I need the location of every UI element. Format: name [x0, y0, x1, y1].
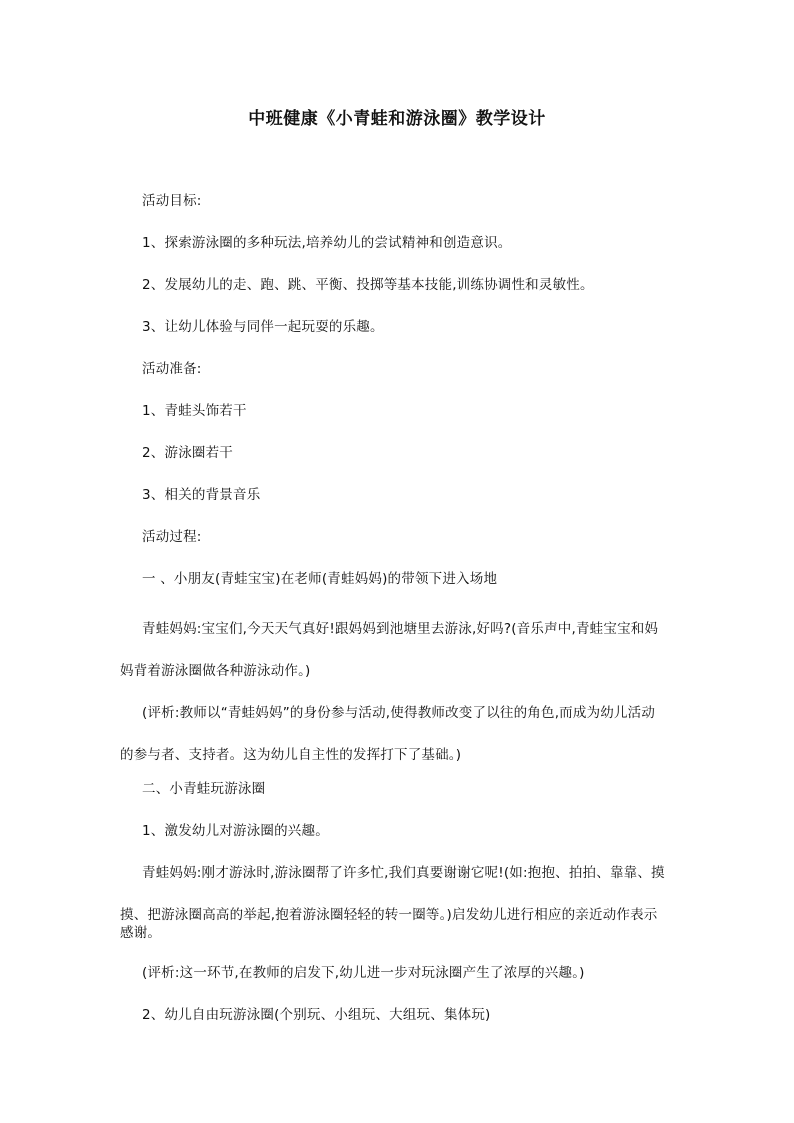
document-title: 中班健康《小青蛙和游泳圈》教学设计: [248, 109, 546, 129]
paragraph-frog-mother-1: [120, 608, 658, 692]
section-heading-process: 活动过程:: [142, 529, 202, 545]
paragraph-line: 摸、把游泳圈高高的举起,抱着游泳圈轻轻的转一圈等。)启发幼儿进行相应的亲近动作表示: [120, 907, 658, 923]
paragraph-goal-1: 1、探索游泳圈的多种玩法,培养幼儿的尝试精神和创造意识。: [142, 235, 512, 251]
paragraph-commentary-1: [120, 692, 655, 776]
section-heading-preparation: 活动准备:: [142, 361, 202, 377]
paragraph-prep-1: 1、青蛙头饰若干: [142, 403, 247, 419]
paragraph-prep-2: 2、游泳圈若干: [142, 445, 233, 461]
paragraph-line: (评析:教师以“青蛙妈妈”的身份参与活动,使得教师改变了以往的角色,而成为幼儿活动: [142, 705, 656, 721]
paragraph-line: 感谢。: [120, 925, 162, 941]
paragraph-line: 青蛙妈妈:宝宝们,今天天气真好!跟妈妈到池塘里去游泳,好吗?(音乐声中,青蛙宝宝和妈: [142, 621, 659, 637]
paragraph-step-2-2: 2、幼儿自由玩游泳圈(个别玩、小组玩、大组玩、集体玩): [142, 1007, 491, 1023]
paragraph-line: 的参与者、支持者。这为幼儿自主性的发挥打下了基础。): [120, 747, 462, 763]
paragraph-goal-2: 2、发展幼儿的走、跑、跳、平衡、投掷等基本技能,训练协调性和灵敏性。: [142, 277, 594, 293]
section-heading-step-2: 二、小青蛙玩游泳圈: [142, 781, 266, 797]
paragraph-prep-3: 3、相关的背景音乐: [142, 487, 261, 503]
paragraph-step-2-1: 1、激发幼儿对游泳圈的兴趣。: [142, 823, 329, 839]
paragraph-line: 妈背着游泳圈做各种游泳动作。): [120, 663, 311, 679]
paragraph-commentary-2: (评析:这一环节,在教师的启发下,幼儿进一步对玩泳圈产生了浓厚的兴趣。): [142, 965, 585, 981]
paragraph-frog-mother-2: [120, 852, 665, 942]
paragraph-line: 青蛙妈妈:刚才游泳时,游泳圈帮了许多忙,我们真要谢谢它呢!(如:抱抱、拍拍、靠靠、摸: [142, 865, 665, 881]
paragraph-goal-3: 3、让幼儿体验与同伴一起玩耍的乐趣。: [142, 319, 384, 335]
section-heading-goals: 活动目标:: [142, 193, 202, 209]
paragraph-step-1: 一 、小朋友(青蛙宝宝)在老师(青蛙妈妈)的带领下进入场地: [142, 571, 498, 587]
